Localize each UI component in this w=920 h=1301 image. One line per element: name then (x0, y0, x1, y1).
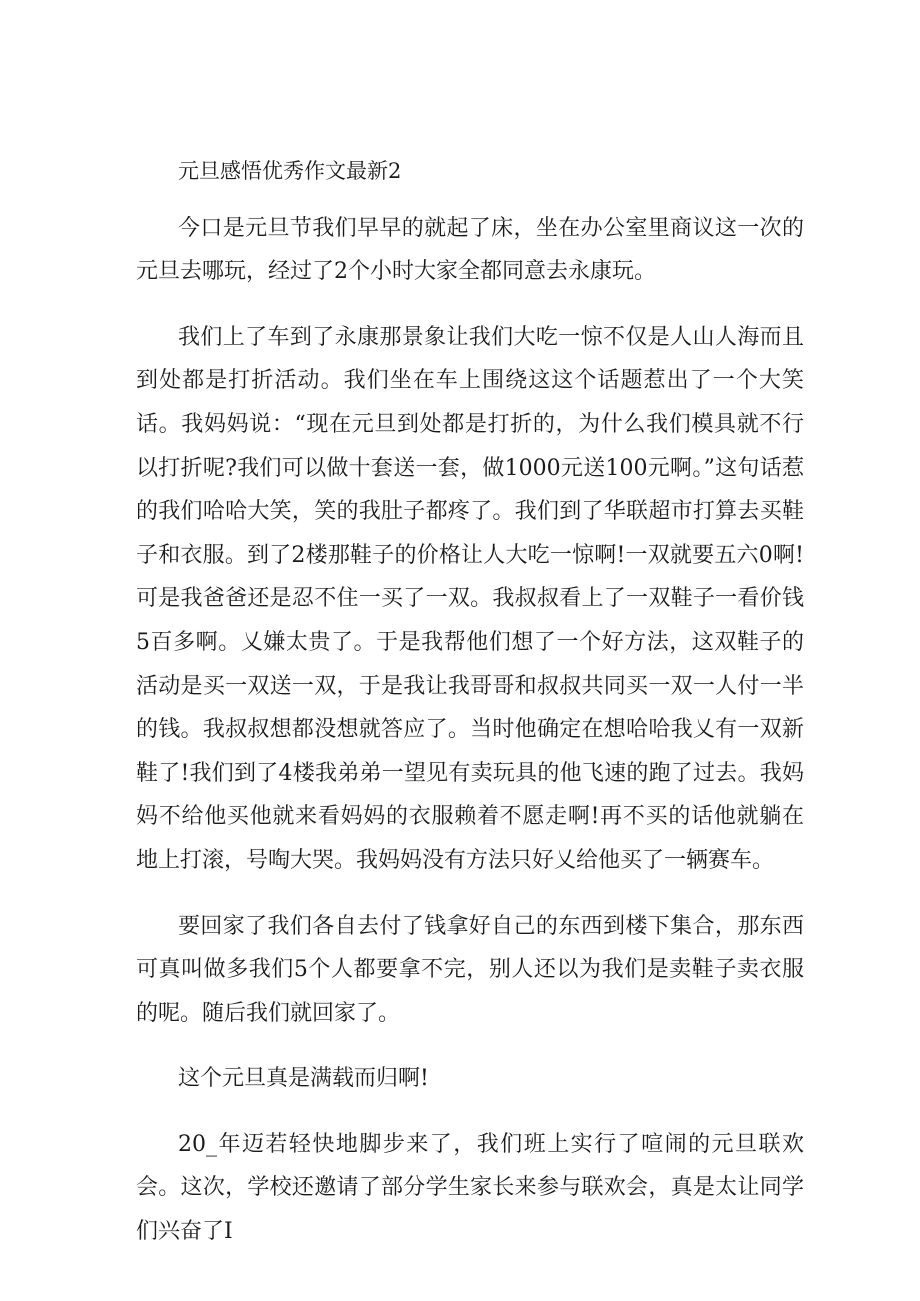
paragraph: 要回家了我们各自去付了钱拿好自己的东西到楼下集合，那东西可真叫做多我们5个人都要拿不完，别人还以为我们是卖鞋子卖衣服的呢。随后我们就回家了。 (136, 913, 804, 1026)
document-title: 元旦感悟优秀作文最新2 (178, 159, 402, 183)
paragraph: 这个元旦真是满载而归啊! (178, 1066, 429, 1092)
paragraph: 今口是元旦节我们早早的就起了床，坐在办公室里商议这一次的元旦去哪玩，经过了2个小时大家全都同意去永康玩。 (136, 215, 804, 285)
document-body (136, 150, 804, 1276)
paragraph: 我们上了车到了永康那景象让我们大吃一惊不仅是人山人海而且到处都是打折活动。我们坐在车上围绕这这个话题惹出了一个大笑话。我妈妈说：“现在元旦到处都是打折的，为什么我们模具就不行以打折呢?我们可以做十套送一套，做1000元送100元啊。”这句话惹的我们哈哈大笑，笑的我肚子都疼了。我们到了华联超市打算去买鞋子和衣服。到了2楼那鞋子的价格让人大吃一惊啊!一双就要五六0啊!可是我爸爸还是忍不住一买了一双。我叔叔看上了一双鞋子一看价钱5百多啊。乂嫌太贵了。于是我帮他们想了一个好方法，这双鞋子的活动是买一双送一双，于是我让我哥哥和叔叔共同买一双一人付一半的钱。我叔叔想都没想就答应了。当时他确定在想哈哈我乂有一双新鞋了!我们到了4楼我弟弟一望见有卖玩具的他飞速的跑了过去。我妈妈不给他买他就来看妈妈的衣服赖着不愿走啊!再不买的话他就躺在地上打滚，号啕大哭。我妈妈没有方法只好乂给他买了一辆赛车。 (136, 324, 804, 873)
paragraph: 20_年迈若轻快地脚步来了，我们班上实行了喧闹的元旦联欢会。这次，学校还邀请了部分学生家长来参与联欢会，真是太让同学们兴奋了I (136, 1131, 804, 1245)
